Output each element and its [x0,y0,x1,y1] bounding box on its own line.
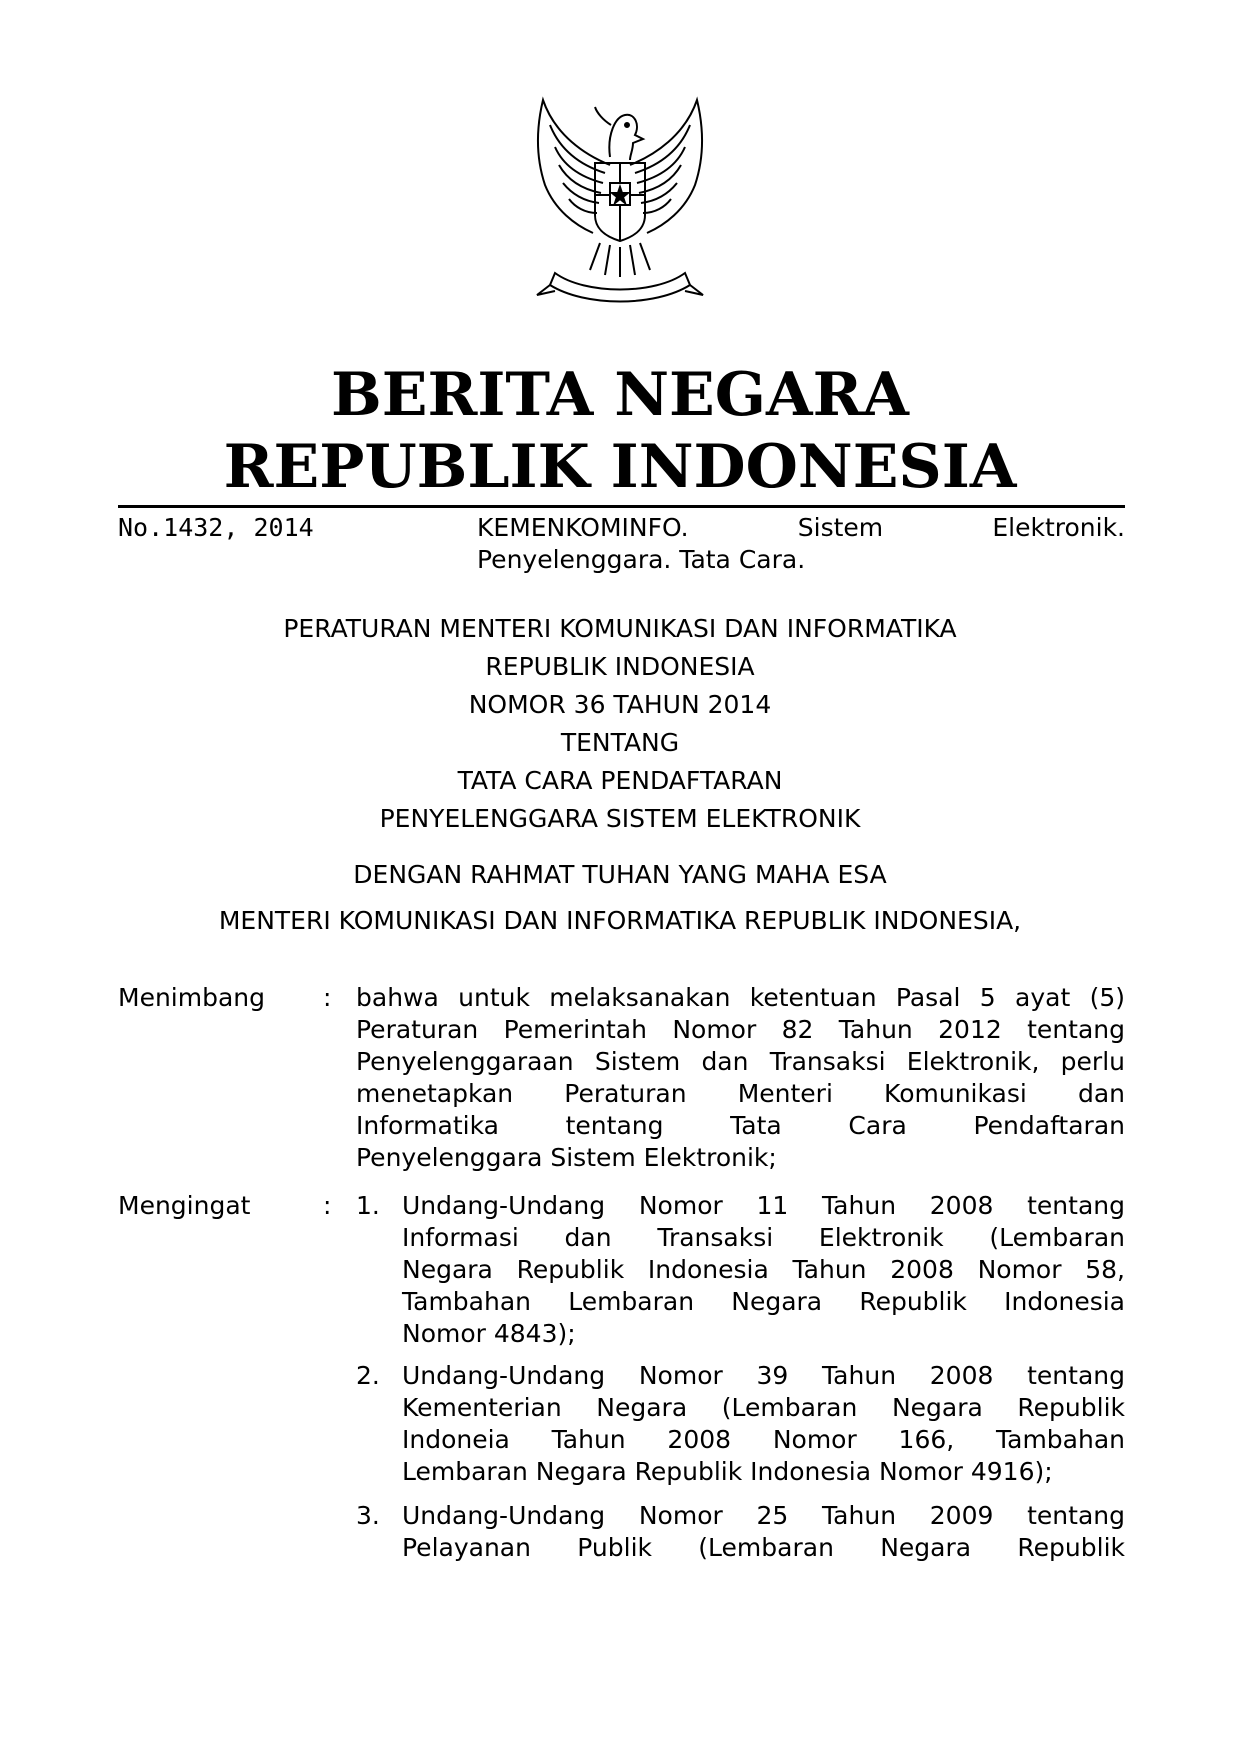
text-line: bahwa untuk melaksanakan ketentuan Pasal 5 ayat (5) [356,983,1125,1012]
text-line: Undang-Undang Nomor 25 Tahun 2009 tentang [402,1501,1125,1530]
title-line: PERATURAN MENTERI KOMUNIKASI DAN INFORMATIKA [283,614,957,643]
title-line: TENTANG [560,728,680,757]
preamble-line-1: DENGAN RAHMAT TUHAN YANG MAHA ESA [353,860,887,889]
regulation-title [0,610,1240,838]
masthead-rule [118,505,1125,508]
gazette-category [477,512,1125,576]
text-line: Kementerian Negara (Lembaran Negara Republik [402,1393,1125,1422]
title-line: PENYELENGGARA SISTEM ELEKTRONIK [379,804,861,833]
list-item-number: 3. [356,1501,380,1530]
category-line-2: Penyelenggara. Tata Cara. [477,545,806,574]
text-line: Tambahan Lembaran Negara Republik Indonesia [402,1287,1125,1316]
category-line-1: KEMENKOMINFO. Sistem Elektronik. [477,513,1125,542]
text-line: Informasi dan Transaksi Elektronik (Lembaran [402,1223,1125,1252]
text-line: Indoneia Tahun 2008 Nomor 166, Tambahan [402,1425,1125,1454]
text-line: Nomor 4843); [402,1319,576,1348]
garuda-emblem-icon [515,95,725,320]
masthead-subtitle: REPUBLIK INDONESIA [223,432,1017,502]
text-line: Peraturan Pemerintah Nomor 82 Tahun 2012 tentang [356,1015,1125,1044]
preamble-line-2: MENTERI KOMUNIKASI DAN INFORMATIKA REPUBLIK INDONESIA, [218,906,1022,935]
gazette-number: No.1432, 2014 [118,513,314,542]
menimbang-colon: : [323,983,332,1012]
title-line: REPUBLIK INDONESIA [485,652,755,681]
text-line: Informatika tentang Tata Cara Pendaftaran [356,1111,1125,1140]
text-line: Penyelenggaraan Sistem dan Transaksi Elektronik, perlu [356,1047,1125,1076]
text-line: Lembaran Negara Republik Indonesia Nomor 4916); [402,1457,1053,1486]
text-line: Undang-Undang Nomor 11 Tahun 2008 tentang [402,1191,1125,1220]
text-line: Negara Republik Indonesia Tahun 2008 Nomor 58, [402,1255,1125,1284]
list-item-number: 2. [356,1361,380,1390]
list-item [402,1360,1125,1488]
text-line: Undang-Undang Nomor 39 Tahun 2008 tentang [402,1361,1125,1390]
masthead-title: BERITA NEGARA [331,360,909,430]
title-line: NOMOR 36 TAHUN 2014 [468,690,772,719]
text-line: Pelayanan Publik (Lembaran Negara Republik [402,1533,1125,1562]
text-line: menetapkan Peraturan Menteri Komunikasi dan [356,1079,1125,1108]
list-item [402,1500,1125,1564]
text-line: Penyelenggara Sistem Elektronik; [356,1143,777,1172]
title-line: TATA CARA PENDAFTARAN [457,766,783,795]
mengingat-colon: : [323,1191,332,1220]
list-item-number: 1. [356,1191,380,1220]
menimbang-label: Menimbang [118,983,265,1012]
list-item [402,1190,1125,1350]
mengingat-label: Mengingat [118,1191,251,1220]
menimbang-text [356,982,1125,1174]
preamble [0,856,1240,940]
